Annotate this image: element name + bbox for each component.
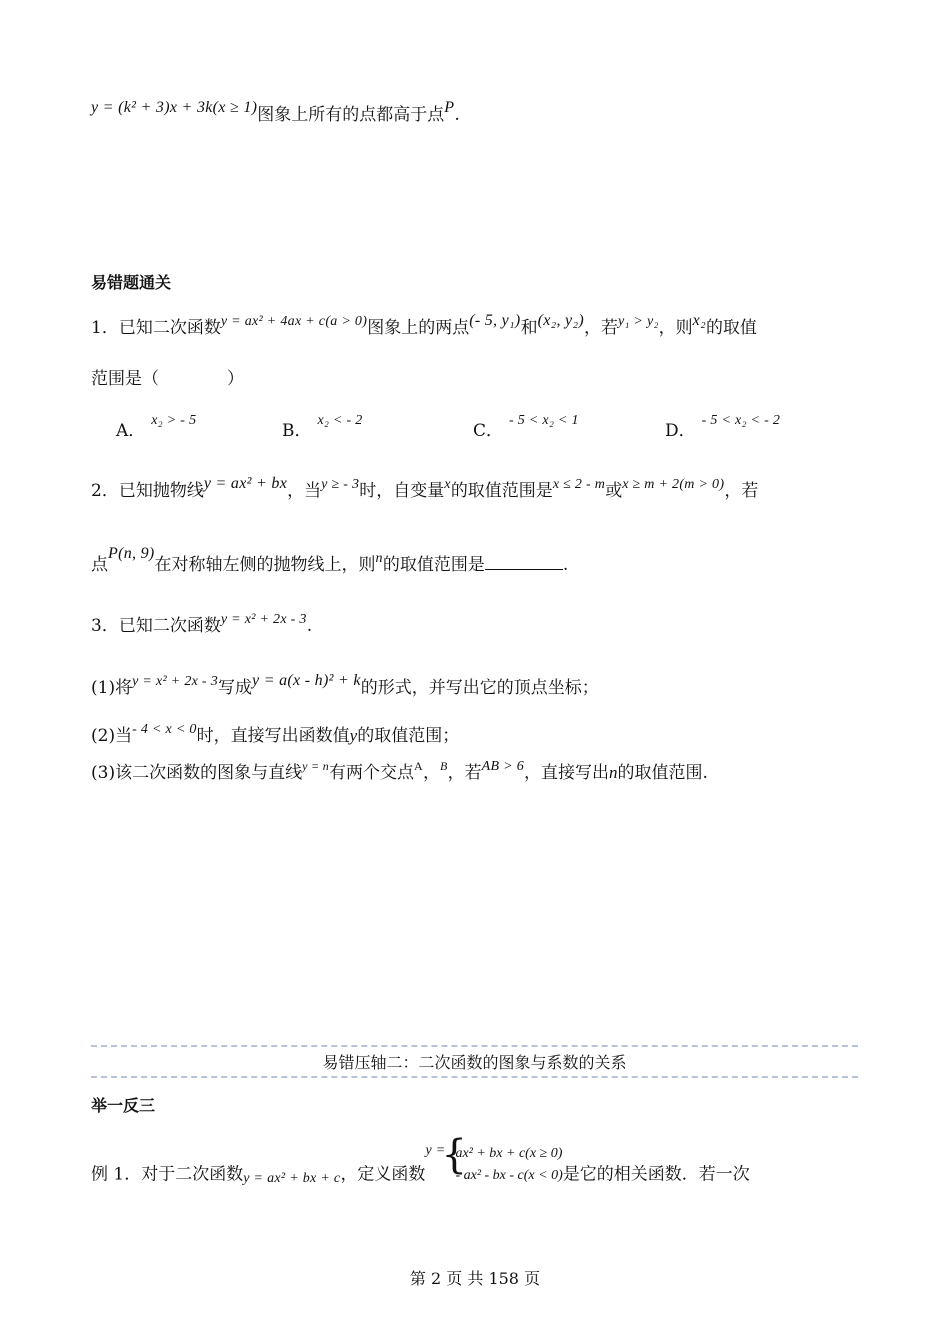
q3-p3-b: 有两个交点 xyxy=(329,763,415,783)
section-heading: 易错题通关 xyxy=(91,273,172,292)
q1-option-a-expr: x₂ > - 5 xyxy=(151,413,197,428)
top-line xyxy=(91,99,460,128)
q1-label: 1．已知二次函数 xyxy=(91,318,221,338)
q2-t3: 的取值范围是 xyxy=(450,481,553,501)
q1-option-b-expr: x₂ < - 2 xyxy=(317,413,363,428)
ex1-line xyxy=(91,1132,750,1197)
q3-part2 xyxy=(91,724,459,750)
q3-p1-b: 写成 xyxy=(218,678,252,698)
q1-line2: 范围是（ ） xyxy=(91,369,244,389)
q3-label: 3．已知二次函数 xyxy=(91,616,221,636)
ex1-piecewise xyxy=(425,1132,563,1187)
q2-var2: n xyxy=(375,551,383,566)
q3-p3-f: 的取值范围. xyxy=(617,763,708,783)
q3-p3-A: A xyxy=(414,759,423,773)
q1-var: x₂ xyxy=(692,312,706,329)
q3-p3-var: n xyxy=(609,763,618,782)
q3-p2-cond: - 4 < x < 0 xyxy=(132,722,197,737)
ex1-brace: { xyxy=(441,1132,467,1178)
q3-p1-func: y = x² + 2x - 3 xyxy=(132,674,218,689)
q2-t1: ，当 xyxy=(287,481,322,501)
q3-part1 xyxy=(91,672,599,702)
top-point: P xyxy=(444,99,455,116)
q3-p1-form: y = a(x - h)² + k xyxy=(252,672,361,689)
q1-option-b xyxy=(282,413,363,441)
q2-var: x xyxy=(444,477,451,492)
q2-line2 xyxy=(91,545,569,579)
q1-t1: 图象上的两点 xyxy=(367,318,470,338)
q1-option-d-expr: - 5 < x₂ < - 2 xyxy=(701,413,781,428)
q3-p3-a: (3)该二次函数的图象与直线 xyxy=(91,763,303,783)
q3-p3-cond: AB > 6 xyxy=(481,759,524,774)
q1-func: y = ax² + 4ax + c(a > 0) xyxy=(220,314,368,329)
q1-option-a-letter: A． xyxy=(116,421,146,441)
q2-r2: x ≥ m + 2(m > 0) xyxy=(622,477,725,492)
subheading: 举一反三 xyxy=(91,1096,156,1115)
q1-option-d-letter: D． xyxy=(665,421,696,441)
q1-option-d xyxy=(665,413,781,441)
top-text: 图象上所有的点都高于点 xyxy=(257,105,445,125)
q2-t5: ，若 xyxy=(724,481,759,501)
q3-p3-d: ，若 xyxy=(447,763,482,783)
ex1-label: 例 1．对于二次函数 xyxy=(91,1164,244,1185)
q3-p1-c: 的形式，并写出它的顶点坐标； xyxy=(360,678,599,698)
q1-option-c xyxy=(473,413,579,441)
ex1-func: y = ax² + bx + c xyxy=(243,1170,341,1186)
q1-option-a xyxy=(116,413,197,441)
top-formula: y = (k² + 3)x + 3k(x ≥ 1) xyxy=(91,99,258,116)
q1-option-b-letter: B． xyxy=(282,421,312,441)
q3-p3-line: y = n xyxy=(302,759,330,773)
q2-line2-a: 点 xyxy=(91,555,108,575)
page-footer: 第 2 页 共 158 页 xyxy=(409,1269,541,1288)
q3-part3 xyxy=(91,761,708,787)
q3-p1-a: (1)将 xyxy=(91,678,133,698)
q2-line2-b: 在对称轴左侧的抛物线上，则 xyxy=(154,555,376,575)
q3-p2-var: y xyxy=(349,726,358,745)
q1-p1: (- 5, y₁) xyxy=(469,312,521,329)
q2-t2: 时，自变量 xyxy=(359,481,445,501)
q1-p2: (x₂, y₂) xyxy=(537,312,584,329)
section-banner: 易错压轴二：二次函数的图象与系数的关系 xyxy=(322,1053,627,1072)
q3-p3-B: B xyxy=(440,759,448,773)
q1-t5: 的取值 xyxy=(705,318,757,338)
ex1-t1: ，定义函数 xyxy=(340,1164,426,1185)
q3-p3-e: ，直接写出 xyxy=(524,763,609,783)
q2-label: 2．已知抛物线 xyxy=(91,481,204,501)
banner-bottom-rule xyxy=(91,1076,858,1078)
q2-t4: 或 xyxy=(605,481,623,501)
banner-top-rule xyxy=(91,1045,858,1047)
q2-point: P(n, 9) xyxy=(108,545,155,562)
ex1-row2: - ax² - bx - c(x < 0) xyxy=(455,1168,563,1183)
q1-cond: y₁ > y₂ xyxy=(617,314,659,329)
q2-line1 xyxy=(91,475,759,505)
q3-line1 xyxy=(91,614,312,640)
ex1-y: y = xyxy=(425,1143,446,1158)
q1-option-c-expr: - 5 < x₂ < 1 xyxy=(509,413,579,428)
q3-p3-c: ， xyxy=(423,763,440,783)
q1-t2: 和 xyxy=(520,318,538,338)
q2-line2-end: . xyxy=(562,555,569,575)
q3-p2-a: (2)当 xyxy=(91,726,133,746)
q3-p2-c: 的取值范围； xyxy=(357,726,460,746)
q2-answer-blank xyxy=(485,555,563,570)
q2-r1: x ≤ 2 - m xyxy=(552,477,606,492)
ex1-row1: ax² + bx + c(x ≥ 0) xyxy=(455,1146,563,1161)
q2-func: y = ax² + bx xyxy=(203,475,288,492)
q1-t3: ，若 xyxy=(583,318,618,338)
q1-t4: ，则 xyxy=(658,318,693,338)
ex1-t2: 是它的相关函数．若一次 xyxy=(562,1164,750,1185)
top-end: . xyxy=(454,105,460,125)
q1-option-c-letter: C． xyxy=(473,421,504,441)
q2-cond: y ≥ - 3 xyxy=(321,477,360,492)
q2-line2-c: 的取值范围是 xyxy=(382,555,485,575)
q3-func: y = x² + 2x - 3 xyxy=(220,612,307,627)
q3-p2-b: 时，直接写出函数值 xyxy=(196,726,350,746)
q3-end: . xyxy=(306,616,313,636)
q1-line1 xyxy=(91,312,757,342)
